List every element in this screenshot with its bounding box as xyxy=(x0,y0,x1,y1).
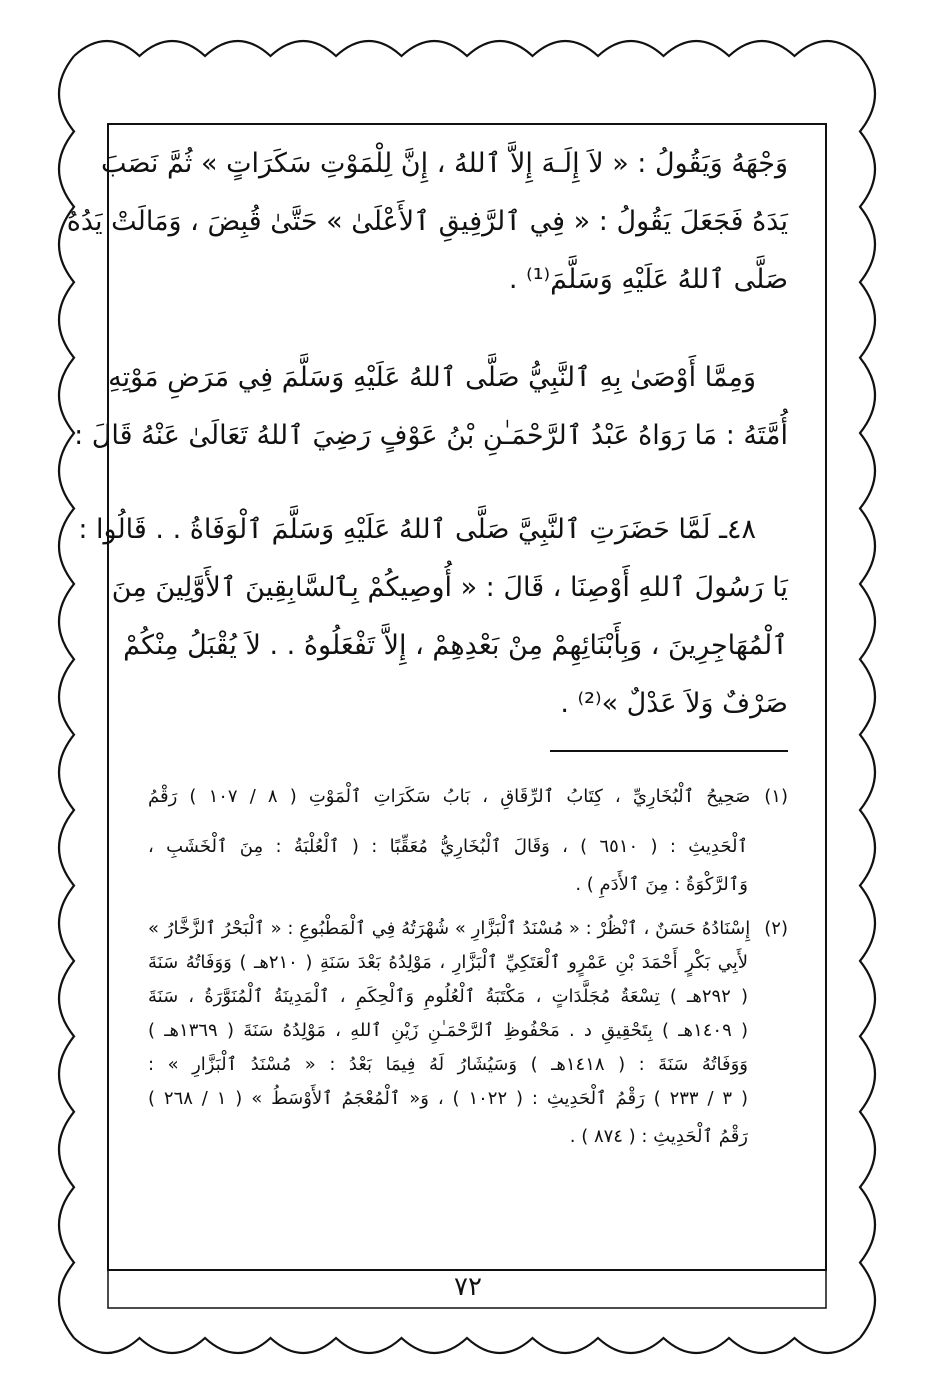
text-line: وَمِمَّا أَوْصَىٰ بِهِ ٱلنَّبِيُّ صَلَّى ٱللهُ عَلَيْهِ وَسَلَّمَ فِي مَرَضِ مَوْتِهِ xyxy=(108,362,756,393)
page-content xyxy=(66,138,788,1302)
text-line: ٤٨ـ لَمَّا حَضَرَتِ ٱلنَّبِيَّ صَلَّى ٱللهُ عَلَيْهِ وَسَلَّمَ ٱلْوَفَاةُ . . قَالُوا : xyxy=(78,514,756,545)
text-line: ٱلْمُهَاجِرِينَ ، وَبِأَبْنَائِهِمْ مِنْ بَعْدِهِمْ ، إِلاَّ تَفْعَلُوهُ . . لاَ يُقْبَلُ مِنْكُمْ xyxy=(123,630,788,661)
text-line: وَجْهَهُ وَيَقُولُ : « لاَ إِلَـهَ إِلاَّ ٱللهُ ، إِنَّ لِلْمَوْتِ سَكَرَاتٍ » ثُمَّ نَصَبَ xyxy=(100,148,788,179)
footnote-line xyxy=(148,920,788,938)
footnote-line: ( ٣ / ٢٣٣ ) رَقْمُ ٱلْحَدِيثِ : ( ١٠٢٢ ) ، وَ« ٱلْمُعْجَمُ ٱلأَوْسَطُ » ( ١ / ٢٦٨ ) xyxy=(148,1088,748,1109)
footnote-number: (١) xyxy=(764,786,788,807)
text-line: صَلَّى ٱللهُ عَلَيْهِ وَسَلَّمَ⁽¹⁾ . xyxy=(508,264,788,295)
footnote-line: وَوَفَاتُهُ سَنَةَ : ( ١٤١٨هـ ) وَسَيُشَارُ لَهُ فِيمَا بَعْدُ : « مُسْنَدُ ٱلْبَزَّارِ » : xyxy=(148,1054,748,1075)
footnote-number: (٢) xyxy=(764,918,788,939)
footnote-text: إِسْنَادُهُ حَسَنٌ ، ٱنْظُرْ : « مُسْنَدُ ٱلْبَزَّارِ » شُهْرَتُهُ فِي ٱلْمَطْبُوعِ : « ٱلْبَحْرُ ٱلزَّخَّارُ » xyxy=(148,918,751,939)
footnote-text: صَحِيحُ ٱلْبُخَارِيِّ ، كِتَابُ ٱلرِّقَاقِ ، بَابُ سَكَرَاتِ ٱلْمَوْتِ ( ٨ / ١٠٧ ) رَقْمُ xyxy=(148,786,751,807)
text-line: صَرْفٌ وَلاَ عَدْلٌ »⁽²⁾ . xyxy=(560,688,788,719)
footnote-line: رَقْمُ ٱلْحَدِيثِ : ( ٨٧٤ ) . xyxy=(569,1126,748,1147)
text-line: يَا رَسُولَ ٱللهِ أَوْصِنَا ، قَالَ : « أُوصِيكُمْ بِٱلسَّابِقِينَ ٱلأَوَّلِينَ مِنَ xyxy=(111,572,788,603)
footnote-line: ( ٢٩٢هـ ) تِسْعَةُ مُجَلَّدَاتٍ ، مَكْتَبَةُ ٱلْعُلُومِ وَٱلْحِكَمِ ، ٱلْمَدِينَةُ ٱلْمُنَوَّرَةُ ، سَنَةَ xyxy=(148,986,748,1007)
footnote-line: ٱلْحَدِيثِ : ( ٦٥١٠ ) ، وَقَالَ ٱلْبُخَارِيُّ مُعَقِّبًا : ( ٱلْعُلْبَةُ : مِنَ ٱلْخَشَبِ ، xyxy=(148,836,748,857)
text-line: أُمَّتَهُ : مَا رَوَاهُ عَبْدُ ٱلرَّحْمَـٰنِ بْنُ عَوْفٍ رَضِيَ ٱللهُ تَعَالَىٰ عَنْهُ قَالَ : xyxy=(74,420,788,451)
footnote-separator xyxy=(550,750,788,752)
footnote-line: وَٱلرَّكْوَةُ : مِنَ ٱلأَدَمِ ) . xyxy=(575,874,748,895)
footnote-line: لأَبِي بَكْرٍ أَحْمَدَ بْنِ عَمْرٍو ٱلْعَتَكِيِّ ٱلْبَزَّارِ ، مَوْلِدُهُ بَعْدَ سَنَةِ ( ٢١٠هـ ) وَوَفَاتُهُ سَنَةَ xyxy=(148,952,748,973)
page-number: ٧٢ xyxy=(454,1272,482,1302)
footnote-line xyxy=(148,788,788,806)
text-line: يَدَهُ فَجَعَلَ يَقُولُ : « فِي ٱلرَّفِيقِ ٱلأَعْلَىٰ » حَتَّىٰ قُبِضَ ، وَمَالَتْ يَدُهُ xyxy=(66,206,788,237)
footnote-line: ( ١٤٠٩هـ ) بِتَحْقِيقِ د . مَحْفُوظِ ٱلرَّحْمَـٰنِ زَيْنِ ٱللهِ ، مَوْلِدُهُ سَنَةَ ( ١٣٦٩هـ ) xyxy=(148,1020,748,1041)
